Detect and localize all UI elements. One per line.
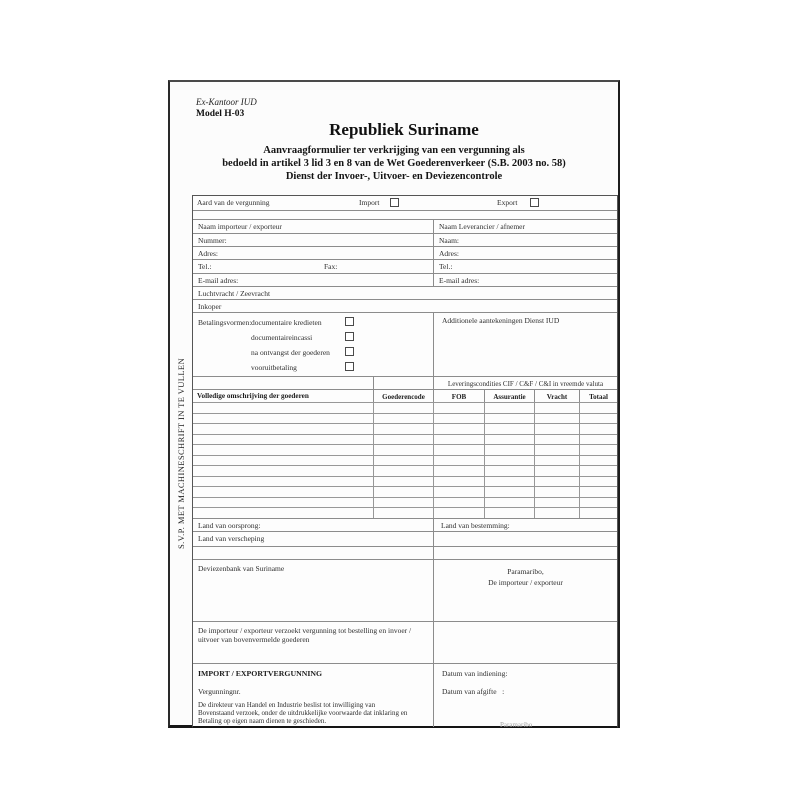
form-grid — [192, 195, 618, 728]
goods-table-empty-cell — [193, 403, 373, 413]
adres-label: Adres: — [198, 249, 218, 258]
bank-label: Deviezenbank van Suriname — [198, 564, 285, 573]
goods-table-empty-cell — [534, 435, 579, 445]
goods-table-empty-cell — [534, 414, 579, 424]
goods-table-empty-cell — [433, 466, 484, 476]
tel-fax-row — [193, 259, 617, 274]
goods-table-empty-row — [193, 507, 617, 518]
goods-table-empty-cell — [373, 456, 433, 466]
office-label: Ex-Kantoor IUD — [196, 97, 257, 107]
goods-table-empty-cell — [373, 466, 433, 476]
column-divider — [433, 220, 434, 234]
permit-decision-row — [193, 663, 617, 727]
payment-option-3-label: na ontvangst der goederen — [251, 348, 330, 357]
export-label: Export — [497, 198, 518, 207]
goods-table-empty-cell — [579, 445, 617, 455]
goods-table-empty-cell — [193, 477, 373, 487]
goods-table-empty-cell — [484, 456, 534, 466]
form-subtitle-2: bedoeld in artikel 3 lid 3 en 8 van de Wet Goederenverkeer (S.B. 2003 no. 58) — [222, 158, 566, 169]
goods-table-empty-cell — [579, 403, 617, 413]
import-checkbox — [390, 198, 399, 207]
goods-table-empty-row — [193, 476, 617, 487]
goods-table-empty-cell — [484, 424, 534, 434]
iud-notes-cell — [433, 313, 617, 377]
payment-option-3-checkbox — [345, 347, 354, 356]
origin-label: Land van oorsprong: — [198, 521, 261, 530]
goods-table-empty-row — [193, 413, 617, 424]
email-row — [193, 273, 617, 287]
place-line: Paramaribo, — [507, 567, 544, 576]
goods-table-empty-cell — [433, 435, 484, 445]
goods-table-empty-row — [193, 486, 617, 497]
signature-cell — [433, 560, 617, 622]
goods-table-empty-cell — [579, 466, 617, 476]
goods-table-empty-cell — [373, 445, 433, 455]
goods-table-empty-row — [193, 444, 617, 455]
form-title: Republiek Suriname — [329, 120, 479, 139]
goods-table-empty-row — [193, 402, 617, 413]
goods-table-empty-cell — [484, 477, 534, 487]
freight-label: Luchtvracht / Zeevracht — [198, 289, 271, 298]
model-number-label: Model H-03 — [196, 109, 245, 119]
goods-table-empty-cell — [373, 403, 433, 413]
supplier-adres-label: Adres: — [439, 249, 459, 258]
names-header-row — [193, 219, 617, 234]
goods-table-empty-cell — [534, 403, 579, 413]
goods-table-empty-cell — [193, 466, 373, 476]
goods-table-empty-cell — [193, 508, 373, 518]
goods-table-empty-cell — [534, 498, 579, 508]
request-line-2: uitvoer van bovenvermelde goederen — [198, 635, 310, 644]
goods-table-empty-cell — [373, 487, 433, 497]
payment-option-2-checkbox — [345, 332, 354, 341]
decision-line-2: Bovenstaand verzoek, onder de uitdrukkelijke voorwaarde dat inklaring en — [198, 709, 408, 717]
goods-table-empty-cell — [534, 466, 579, 476]
goods-table-empty-cell — [433, 508, 484, 518]
goods-table-empty-cell — [193, 487, 373, 497]
col-insurance-header: Assurantie — [484, 390, 534, 403]
payment-option-4-label: vooruitbetaling — [251, 363, 297, 372]
dates-cell — [433, 664, 617, 727]
goods-table-empty-cell — [433, 414, 484, 424]
goods-table-empty-row — [193, 455, 617, 466]
col-freight-header: Vracht — [534, 390, 579, 403]
goods-table-empty-cell — [534, 456, 579, 466]
goods-table-empty-cell — [484, 435, 534, 445]
goods-table-empty-cell — [484, 487, 534, 497]
address-row — [193, 246, 617, 260]
faint-place-text: Paramaribo — [500, 721, 533, 727]
form-paper — [168, 80, 620, 728]
request-row — [193, 621, 617, 664]
shipment-label: Land van verscheping — [198, 534, 265, 543]
conditions-header: Leveringscondities CIF / C&F / C&I in vreemde valuta — [433, 377, 617, 390]
goods-table-empty-cell — [373, 477, 433, 487]
payment-option-4-checkbox — [345, 362, 354, 371]
goods-table-empty-cell — [534, 477, 579, 487]
goods-table-empty-cell — [484, 403, 534, 413]
goods-table-empty-cell — [193, 456, 373, 466]
goods-table-empty-cell — [373, 424, 433, 434]
payment-option-1-label: documentaire kredieten — [251, 318, 322, 327]
goods-table-empty-cell — [579, 414, 617, 424]
goods-table-empty-cell — [433, 477, 484, 487]
goods-table-empty-cell — [433, 456, 484, 466]
buyer-row — [193, 299, 617, 313]
permit-number-label: Vergunningnr. — [198, 687, 241, 696]
number-label: Nummer: — [198, 236, 227, 245]
goods-table-empty-cell — [433, 498, 484, 508]
email-label: E-mail adres: — [198, 276, 239, 285]
payment-label: Betalingsvormen: — [198, 318, 252, 327]
goods-table-empty-row — [193, 465, 617, 476]
col-fob-header: FOB — [433, 390, 484, 403]
permit-type-row — [193, 196, 617, 210]
number-row — [193, 233, 617, 247]
goods-table-empty-cell — [433, 424, 484, 434]
goods-table-empty-cell — [193, 424, 373, 434]
date-submitted-label: Datum van indiening: — [442, 669, 508, 678]
goods-table-empty-cell — [193, 445, 373, 455]
request-empty-cell — [433, 622, 617, 664]
column-divider — [433, 260, 434, 274]
payment-row — [193, 312, 617, 377]
request-line-1: De importeur / exporteur verzoekt vergunning tot bestelling en invoer / — [198, 626, 412, 635]
col-code-header: Goederencode — [373, 390, 433, 403]
goods-table-empty-cell — [579, 424, 617, 434]
goods-table-empty-cell — [193, 414, 373, 424]
supplier-tel-label: Tel.: — [439, 262, 453, 271]
goods-header-row — [193, 389, 617, 403]
goods-table-empty-cell — [373, 435, 433, 445]
goods-table-empty-cell — [484, 445, 534, 455]
col-total-header: Totaal — [579, 390, 617, 403]
destination-label: Land van bestemming: — [441, 521, 510, 530]
goods-table-empty-row — [193, 434, 617, 445]
goods-table-empty-cell — [373, 414, 433, 424]
import-label: Import — [359, 198, 380, 207]
goods-table-empty-row — [193, 497, 617, 508]
goods-table-empty-cell — [534, 445, 579, 455]
goods-table-empty-cell — [193, 498, 373, 508]
goods-table-empty-cell — [373, 498, 433, 508]
export-checkbox — [530, 198, 539, 207]
goods-table-empty-cell — [579, 477, 617, 487]
goods-table-empty-cell — [433, 445, 484, 455]
goods-table-empty-cell — [484, 498, 534, 508]
decision-line-3: Betaling op eigen naam dienen te geschieden. — [198, 717, 327, 725]
bank-row — [193, 559, 617, 622]
typewriter-instruction-note: S.V.P. MET MACHINESCHRIFT IN TE VULLEN — [176, 357, 186, 549]
col-description-header: Volledige omschrijving der goederen — [197, 392, 309, 400]
goods-table-empty-cell — [373, 508, 433, 518]
goods-table-empty-row — [193, 423, 617, 434]
date-issued-label: Datum van afgifte : — [442, 687, 505, 696]
column-divider — [433, 532, 434, 547]
permit-type-label: Aard van de vergunning — [197, 198, 270, 207]
supplier-naam-label: Naam: — [439, 236, 459, 245]
permit-section-title: IMPORT / EXPORTVERGUNNING — [198, 669, 323, 678]
goods-empty-rows — [193, 402, 617, 518]
payment-option-2-label: documentaireincassi — [251, 333, 313, 342]
buyer-label: Inkoper — [198, 302, 222, 311]
goods-table-empty-cell — [484, 414, 534, 424]
goods-table-empty-cell — [193, 435, 373, 445]
goods-table-empty-cell — [579, 456, 617, 466]
freight-row — [193, 286, 617, 300]
supplier-email-label: E-mail adres: — [439, 276, 480, 285]
conditions-row — [193, 376, 617, 390]
goods-table-empty-cell — [484, 508, 534, 518]
spacer-row-2 — [193, 546, 617, 560]
decision-line-1: De direkteur van Handel en Industrie beslist tot inwilliging van — [198, 701, 376, 709]
goods-table-empty-cell — [579, 508, 617, 518]
supplier-name-label: Naam Leverancier / afnemer — [439, 222, 525, 231]
form-subtitle-1: Aanvraagformulier ter verkrijging van een vergunning als — [263, 145, 525, 156]
goods-table-empty-cell — [579, 487, 617, 497]
importer-name-label: Naam importeur / exporteur — [198, 222, 282, 231]
goods-table-empty-cell — [534, 424, 579, 434]
goods-table-empty-cell — [534, 487, 579, 497]
tel-label: Tel.: — [198, 262, 212, 271]
origin-row — [193, 518, 617, 532]
goods-table-empty-cell — [433, 487, 484, 497]
goods-table-empty-cell — [534, 508, 579, 518]
payment-option-1-checkbox — [345, 317, 354, 326]
goods-table-empty-cell — [579, 435, 617, 445]
goods-table-empty-cell — [484, 466, 534, 476]
shipment-row — [193, 531, 617, 547]
iud-notes-label: Additionele aantekeningen Dienst IUD — [442, 316, 560, 325]
form-subtitle-3: Dienst der Invoer-, Uitvoer- en Deviezencontrole — [285, 171, 503, 182]
signer-line: De importeur / exporteur — [488, 578, 563, 587]
fax-label: Fax: — [324, 262, 338, 271]
goods-table-empty-cell — [433, 403, 484, 413]
goods-table-empty-cell — [579, 498, 617, 508]
